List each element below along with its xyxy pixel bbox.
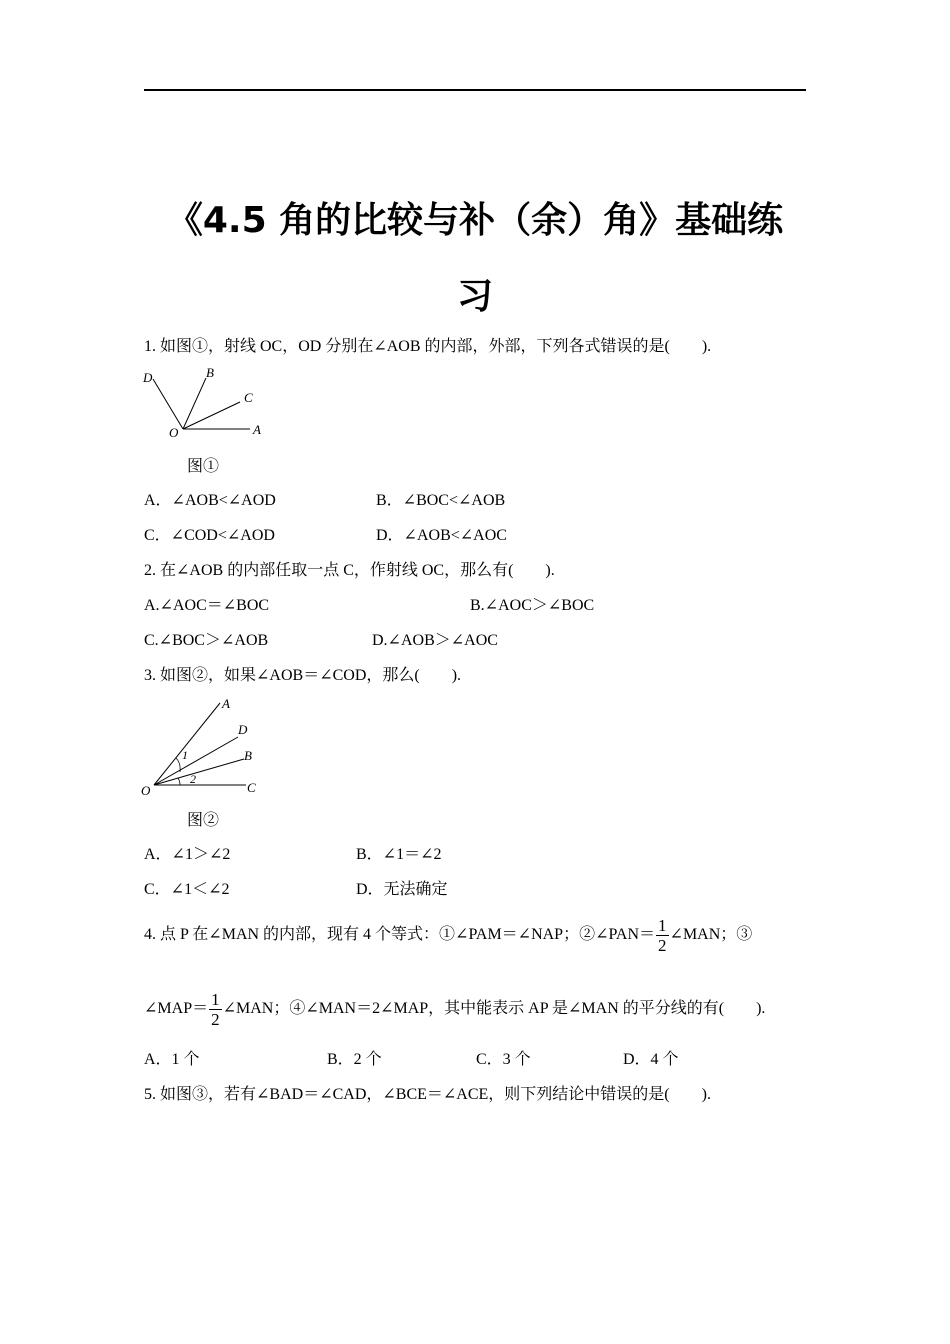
q1-stem: 1. 如图①，射线 OC，OD 分别在∠AOB 的内部，外部，下列各式错误的是( ). bbox=[144, 338, 712, 355]
q4-option-a: A．1 个 bbox=[144, 1051, 200, 1068]
q4-line-2-text-b: ∠MAN；④∠MAN＝2∠MAP，其中能表示 AP 是∠MAN 的平分线的有( ). bbox=[222, 1000, 766, 1018]
fraction-numerator: 1 bbox=[658, 916, 667, 935]
q3-stem: 3. 如图②，如果∠AOB＝∠COD，那么( ). bbox=[144, 667, 462, 684]
figure-2-caption: 图② bbox=[187, 812, 220, 829]
page-title-line-2: 习 bbox=[456, 276, 493, 317]
ray-oa bbox=[154, 703, 220, 785]
q2-option-d: D.∠AOB＞∠AOC bbox=[372, 632, 498, 649]
q3-option-b: B．∠1＝∠2 bbox=[356, 846, 442, 863]
fraction-denominator: 2 bbox=[658, 936, 667, 955]
q4-option-b: B．2 个 bbox=[327, 1051, 382, 1068]
q4-line-1-text-b: ∠MAN；③ bbox=[669, 926, 753, 944]
ray-ob bbox=[183, 378, 206, 429]
ray-od bbox=[154, 737, 238, 785]
q2-option-a: A.∠AOC＝∠BOC bbox=[144, 597, 270, 614]
ray-oc bbox=[183, 402, 240, 429]
q3-option-c: C．∠1＜∠2 bbox=[144, 881, 230, 898]
label-d: D bbox=[238, 722, 248, 737]
fraction-one-half bbox=[209, 990, 222, 1029]
q3-option-a: A．∠1＞∠2 bbox=[144, 846, 231, 863]
q4-option-d: D．4 个 bbox=[623, 1051, 679, 1068]
label-c: C bbox=[244, 390, 253, 405]
q1-option-a: A．∠AOB<∠AOD bbox=[144, 492, 276, 509]
ray-od bbox=[153, 379, 183, 429]
q1-option-c: C．∠COD<∠AOD bbox=[144, 527, 275, 544]
header-rule bbox=[144, 89, 806, 91]
fraction-denominator: 2 bbox=[211, 1010, 220, 1029]
q2-option-b: B.∠AOC＞∠BOC bbox=[470, 597, 595, 614]
q1-option-b: B．∠BOC<∠AOB bbox=[376, 492, 506, 509]
label-angle-1: 1 bbox=[182, 748, 188, 762]
figure-1-caption: 图① bbox=[187, 458, 220, 475]
q2-option-c: C.∠BOC＞∠AOB bbox=[144, 632, 269, 649]
label-b: B bbox=[244, 748, 252, 763]
q3-option-d: D．无法确定 bbox=[356, 881, 448, 898]
fraction-one-half bbox=[656, 916, 669, 955]
q5-stem: 5. 如图③，若有∠BAD＝∠CAD，∠BCE＝∠ACE，则下列结论中错误的是( ). bbox=[144, 1086, 711, 1103]
ray-ob bbox=[154, 759, 244, 785]
label-o: O bbox=[141, 783, 151, 798]
figure-1-diagram bbox=[140, 365, 270, 447]
angle-2-arc bbox=[178, 778, 180, 785]
q4-line-1-text-a: 4. 点 P 在∠MAN 的内部，现有 4 个等式：①∠PAM＝∠NAP；②∠PAN＝ bbox=[144, 926, 656, 944]
page-title-line-1: 《4.5 角的比较与补（余）角》基础练 bbox=[166, 200, 784, 241]
label-a: A bbox=[222, 696, 230, 711]
figure-2-diagram bbox=[140, 693, 270, 803]
label-angle-2: 2 bbox=[190, 772, 196, 786]
label-b: B bbox=[206, 365, 214, 380]
q1-option-d: D．∠AOB<∠AOC bbox=[376, 527, 507, 544]
q2-stem: 2. 在∠AOB 的内部任取一点 C，作射线 OC，那么有( ). bbox=[144, 562, 555, 579]
q4-line-1 bbox=[144, 916, 752, 955]
q4-line-2-text-a: ∠MAP＝ bbox=[144, 1000, 209, 1018]
label-c: C bbox=[247, 780, 256, 795]
label-d: D bbox=[143, 370, 153, 385]
fraction-numerator: 1 bbox=[211, 990, 220, 1009]
label-o: O bbox=[169, 425, 179, 440]
label-a: A bbox=[253, 422, 261, 437]
q4-line-2 bbox=[144, 990, 765, 1029]
q4-option-c: C．3 个 bbox=[476, 1051, 531, 1068]
